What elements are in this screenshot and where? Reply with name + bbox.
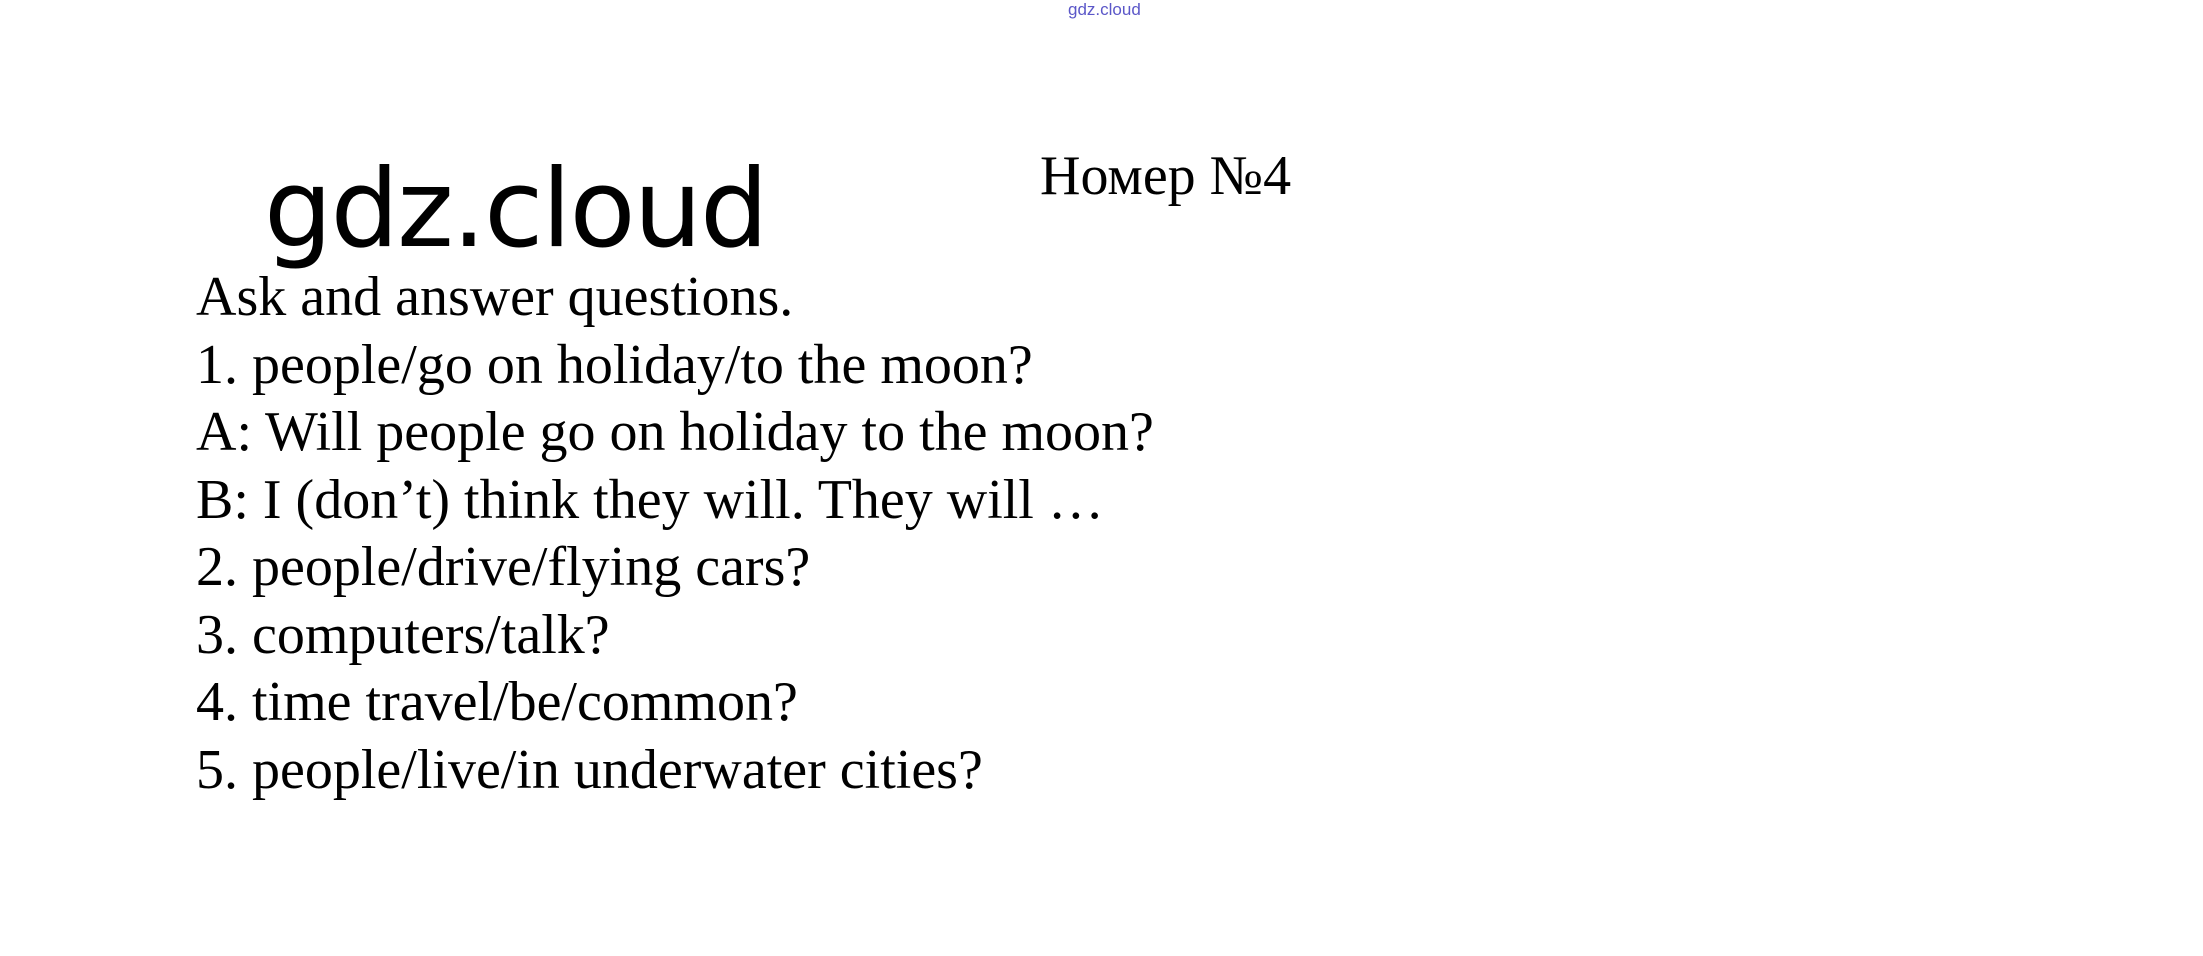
page-title: Номер №4 [1040, 145, 1292, 207]
exercise-text [196, 264, 1496, 804]
exercise-item-4: 4. time travel/be/common? [196, 671, 798, 733]
exercise-item-2: 2. people/drive/flying cars? [196, 536, 811, 598]
exercise-item-1: 1. people/go on holiday/to the moon? [196, 333, 1033, 396]
example-question: A: Will people go on holiday to the moon? [196, 401, 1154, 463]
exercise-instruction: Ask and answer questions. [196, 266, 794, 328]
top-watermark-link[interactable]: gdz.cloud [1068, 0, 1141, 19]
example-answer: B: I (don’t) think they will. They will … [196, 468, 1104, 531]
exercise-item-5: 5. people/live/in underwater cities? [196, 738, 983, 801]
exercise-item-3: 3. computers/talk? [196, 603, 610, 666]
site-logo: gdz.cloud [264, 147, 767, 272]
